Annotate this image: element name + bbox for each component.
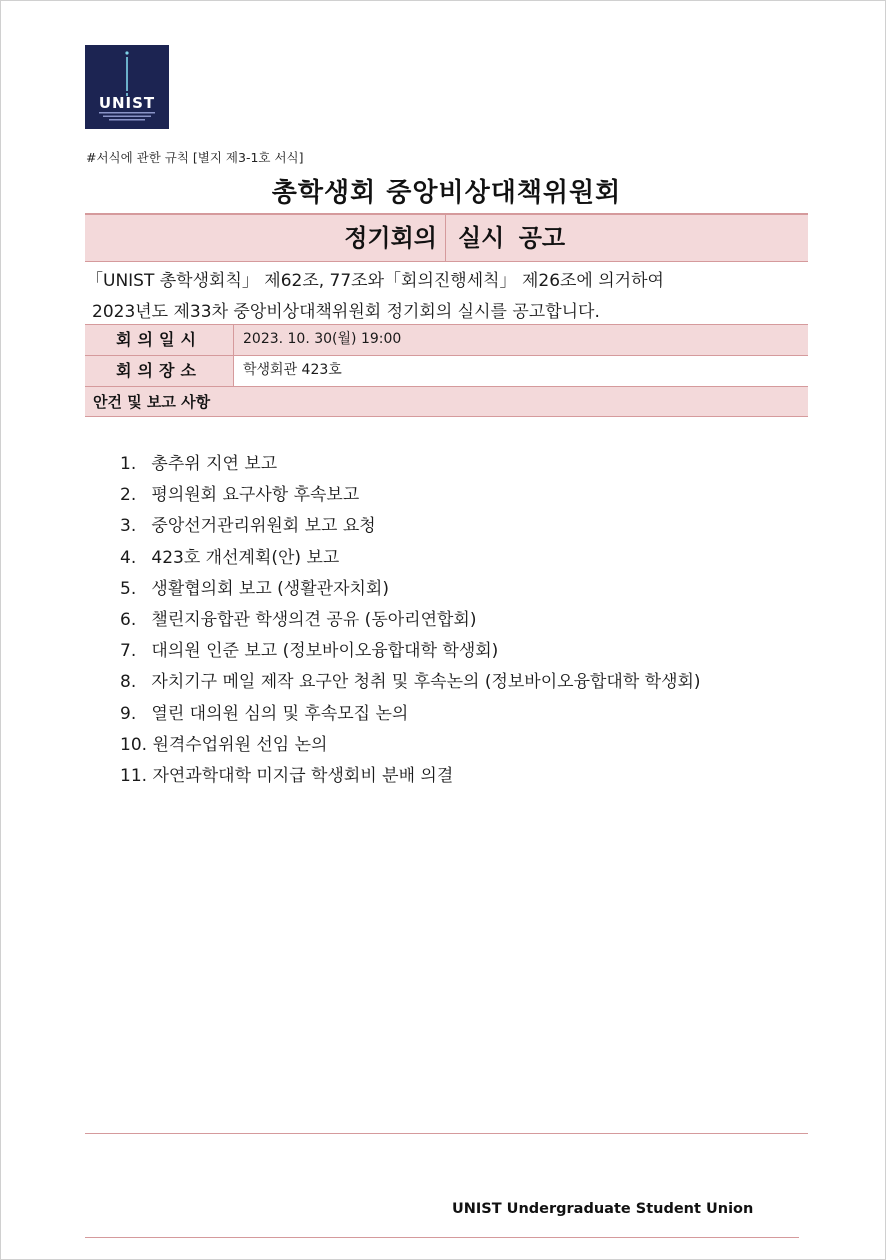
meeting-date-label: 회의일시 <box>85 325 233 355</box>
row-divider <box>233 356 234 386</box>
form-note: #서식에 관한 규칙 [별지 제3-1호 서식] <box>86 150 304 165</box>
agenda-item-text: 자연과학대학 미지급 학생회비 분배 의결 <box>152 765 454 786</box>
intro-line-1: 「UNIST 총학생회칙」 제62조, 77조와「회의진행세칙」 제26조에 의거하여 <box>86 271 664 291</box>
banner-title-left: 정기회의 <box>344 224 437 252</box>
agenda-item-text: 자치기구 메일 제작 요구안 청취 및 후속논의 (정보바이오융합대학 학생회) <box>151 672 701 693</box>
agenda-item-text: 총추위 지연 보고 <box>151 454 278 474</box>
agenda-item <box>120 512 701 543</box>
notice-banner <box>85 213 808 262</box>
agenda-item-number: 6. <box>120 609 137 630</box>
agenda-item <box>120 700 701 731</box>
meeting-place-row <box>85 355 808 386</box>
footer-divider-top <box>85 1133 808 1134</box>
logo-wordmark: UNIST <box>98 94 156 112</box>
agenda-item <box>120 731 701 762</box>
agenda-header-label: 안건 및 보고 사항 <box>93 393 211 411</box>
agenda-item-number: 11. <box>120 765 148 786</box>
unist-logo <box>85 45 169 129</box>
agenda-item-number: 8. <box>120 672 137 693</box>
agenda-item-number: 10. <box>120 734 148 755</box>
agenda-item <box>120 606 701 637</box>
meeting-date-value: 2023. 10. 30(월) 19:00 <box>243 331 402 347</box>
meeting-place-value: 학생회관 423호 <box>243 362 342 378</box>
agenda-item-number: 1. <box>120 454 137 474</box>
agenda-item <box>120 544 701 575</box>
agenda-item-text: 챌린지융합관 학생의견 공유 (동아리연합회) <box>151 609 477 630</box>
agenda-item-text: 열린 대의원 심의 및 후속모집 논의 <box>151 703 409 724</box>
footer-divider-bottom <box>85 1237 799 1238</box>
meeting-date-row <box>85 324 808 355</box>
agenda-item <box>120 450 701 481</box>
agenda-item <box>120 668 701 699</box>
agenda-item-text: 423호 개선계획(안) 보고 <box>151 547 340 568</box>
banner-title-right: 실시 공고 <box>458 224 566 252</box>
unist-logo-icon <box>85 45 169 129</box>
agenda-item-text: 평의원회 요구사항 후속보고 <box>151 485 360 506</box>
agenda-item-number: 4. <box>120 547 137 568</box>
agenda-item <box>120 762 701 793</box>
agenda-item-text: 중앙선거관리위원회 보고 요청 <box>151 516 376 537</box>
agenda-item <box>120 481 701 512</box>
agenda-item <box>120 637 701 668</box>
agenda-list <box>120 450 701 793</box>
row-divider <box>233 325 234 355</box>
committee-title: 총학생회 중앙비상대책위원회 <box>271 178 622 208</box>
meeting-place-label: 회의장소 <box>85 356 233 386</box>
intro-line-2: 2023년도 제33차 중앙비상대책위원회 정기회의 실시를 공고합니다. <box>92 302 600 322</box>
agenda-item-text: 대의원 인준 보고 (정보바이오융합대학 학생회) <box>151 641 499 662</box>
agenda-item-number: 5. <box>120 578 137 599</box>
agenda-item-number: 9. <box>120 703 137 724</box>
agenda-item-number: 2. <box>120 485 137 506</box>
agenda-header-row <box>85 386 808 417</box>
agenda-item-number: 7. <box>120 641 137 662</box>
footer-organization: UNIST Undergraduate Student Union <box>452 1201 754 1217</box>
agenda-item-number: 3. <box>120 516 137 537</box>
agenda-item-text: 생활협의회 보고 (생활관자치회) <box>151 578 389 599</box>
agenda-item-text: 원격수업위원 선임 논의 <box>152 734 328 755</box>
agenda-item <box>120 575 701 606</box>
